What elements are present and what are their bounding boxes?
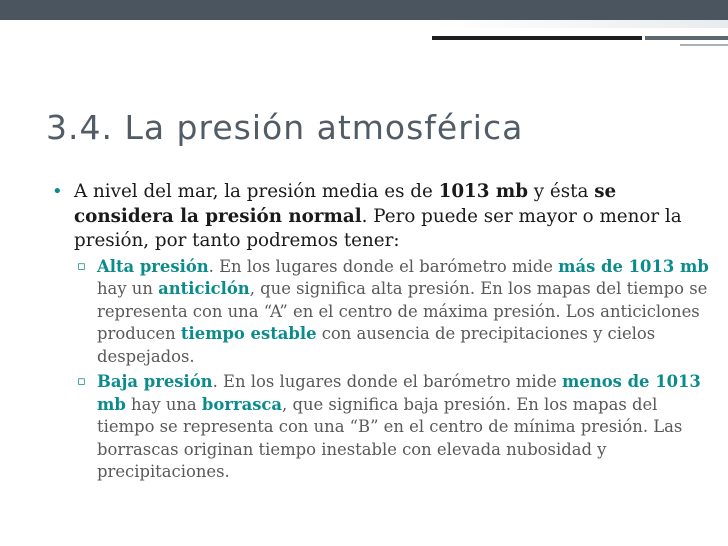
slide-body — [52, 180, 712, 484]
decorative-line-dark — [432, 36, 642, 40]
square-bullet-icon: ▫ — [77, 374, 86, 389]
slide-header-bar — [0, 0, 728, 20]
decorative-line-thin — [680, 44, 728, 46]
sub-bullet-high-pressure: ▫ Alta presión. En los lugares donde el barómetro mide más de 1013 mb hay un anticiclón, que significa alta presión. En los mapas del tiempo se representa con una “A” en el centro de máxima presión. Los anticiclones producen tiempo estable con ausencia de precipitaciones y cielos despejados. — [77, 256, 709, 366]
main-bullet: • A nivel del mar, la presión media es de 1013 mb y ésta se considera la presión normal. Pero puede ser mayor o menor la presión, por tanto podremos tener: — [52, 181, 682, 251]
sub-bullet-list — [52, 256, 712, 484]
bullet-dot-icon: • — [52, 181, 63, 202]
slide-header-gradient — [0, 20, 728, 28]
slide-title: 3.4. La presión atmosférica — [46, 108, 524, 147]
decorative-line-gray — [645, 36, 728, 40]
square-bullet-icon: ▫ — [77, 258, 86, 274]
sub-bullet-low-pressure: ▫ Baja presión. En los lugares donde el barómetro mide menos de 1013 mb hay una borrasca, que significa baja presión. En los mapas del tiempo se representa con una “B” en el centro de mínima presión. Las borrascas originan tiempo inestable con elevada nubosidad y precipitaciones. — [77, 372, 701, 481]
